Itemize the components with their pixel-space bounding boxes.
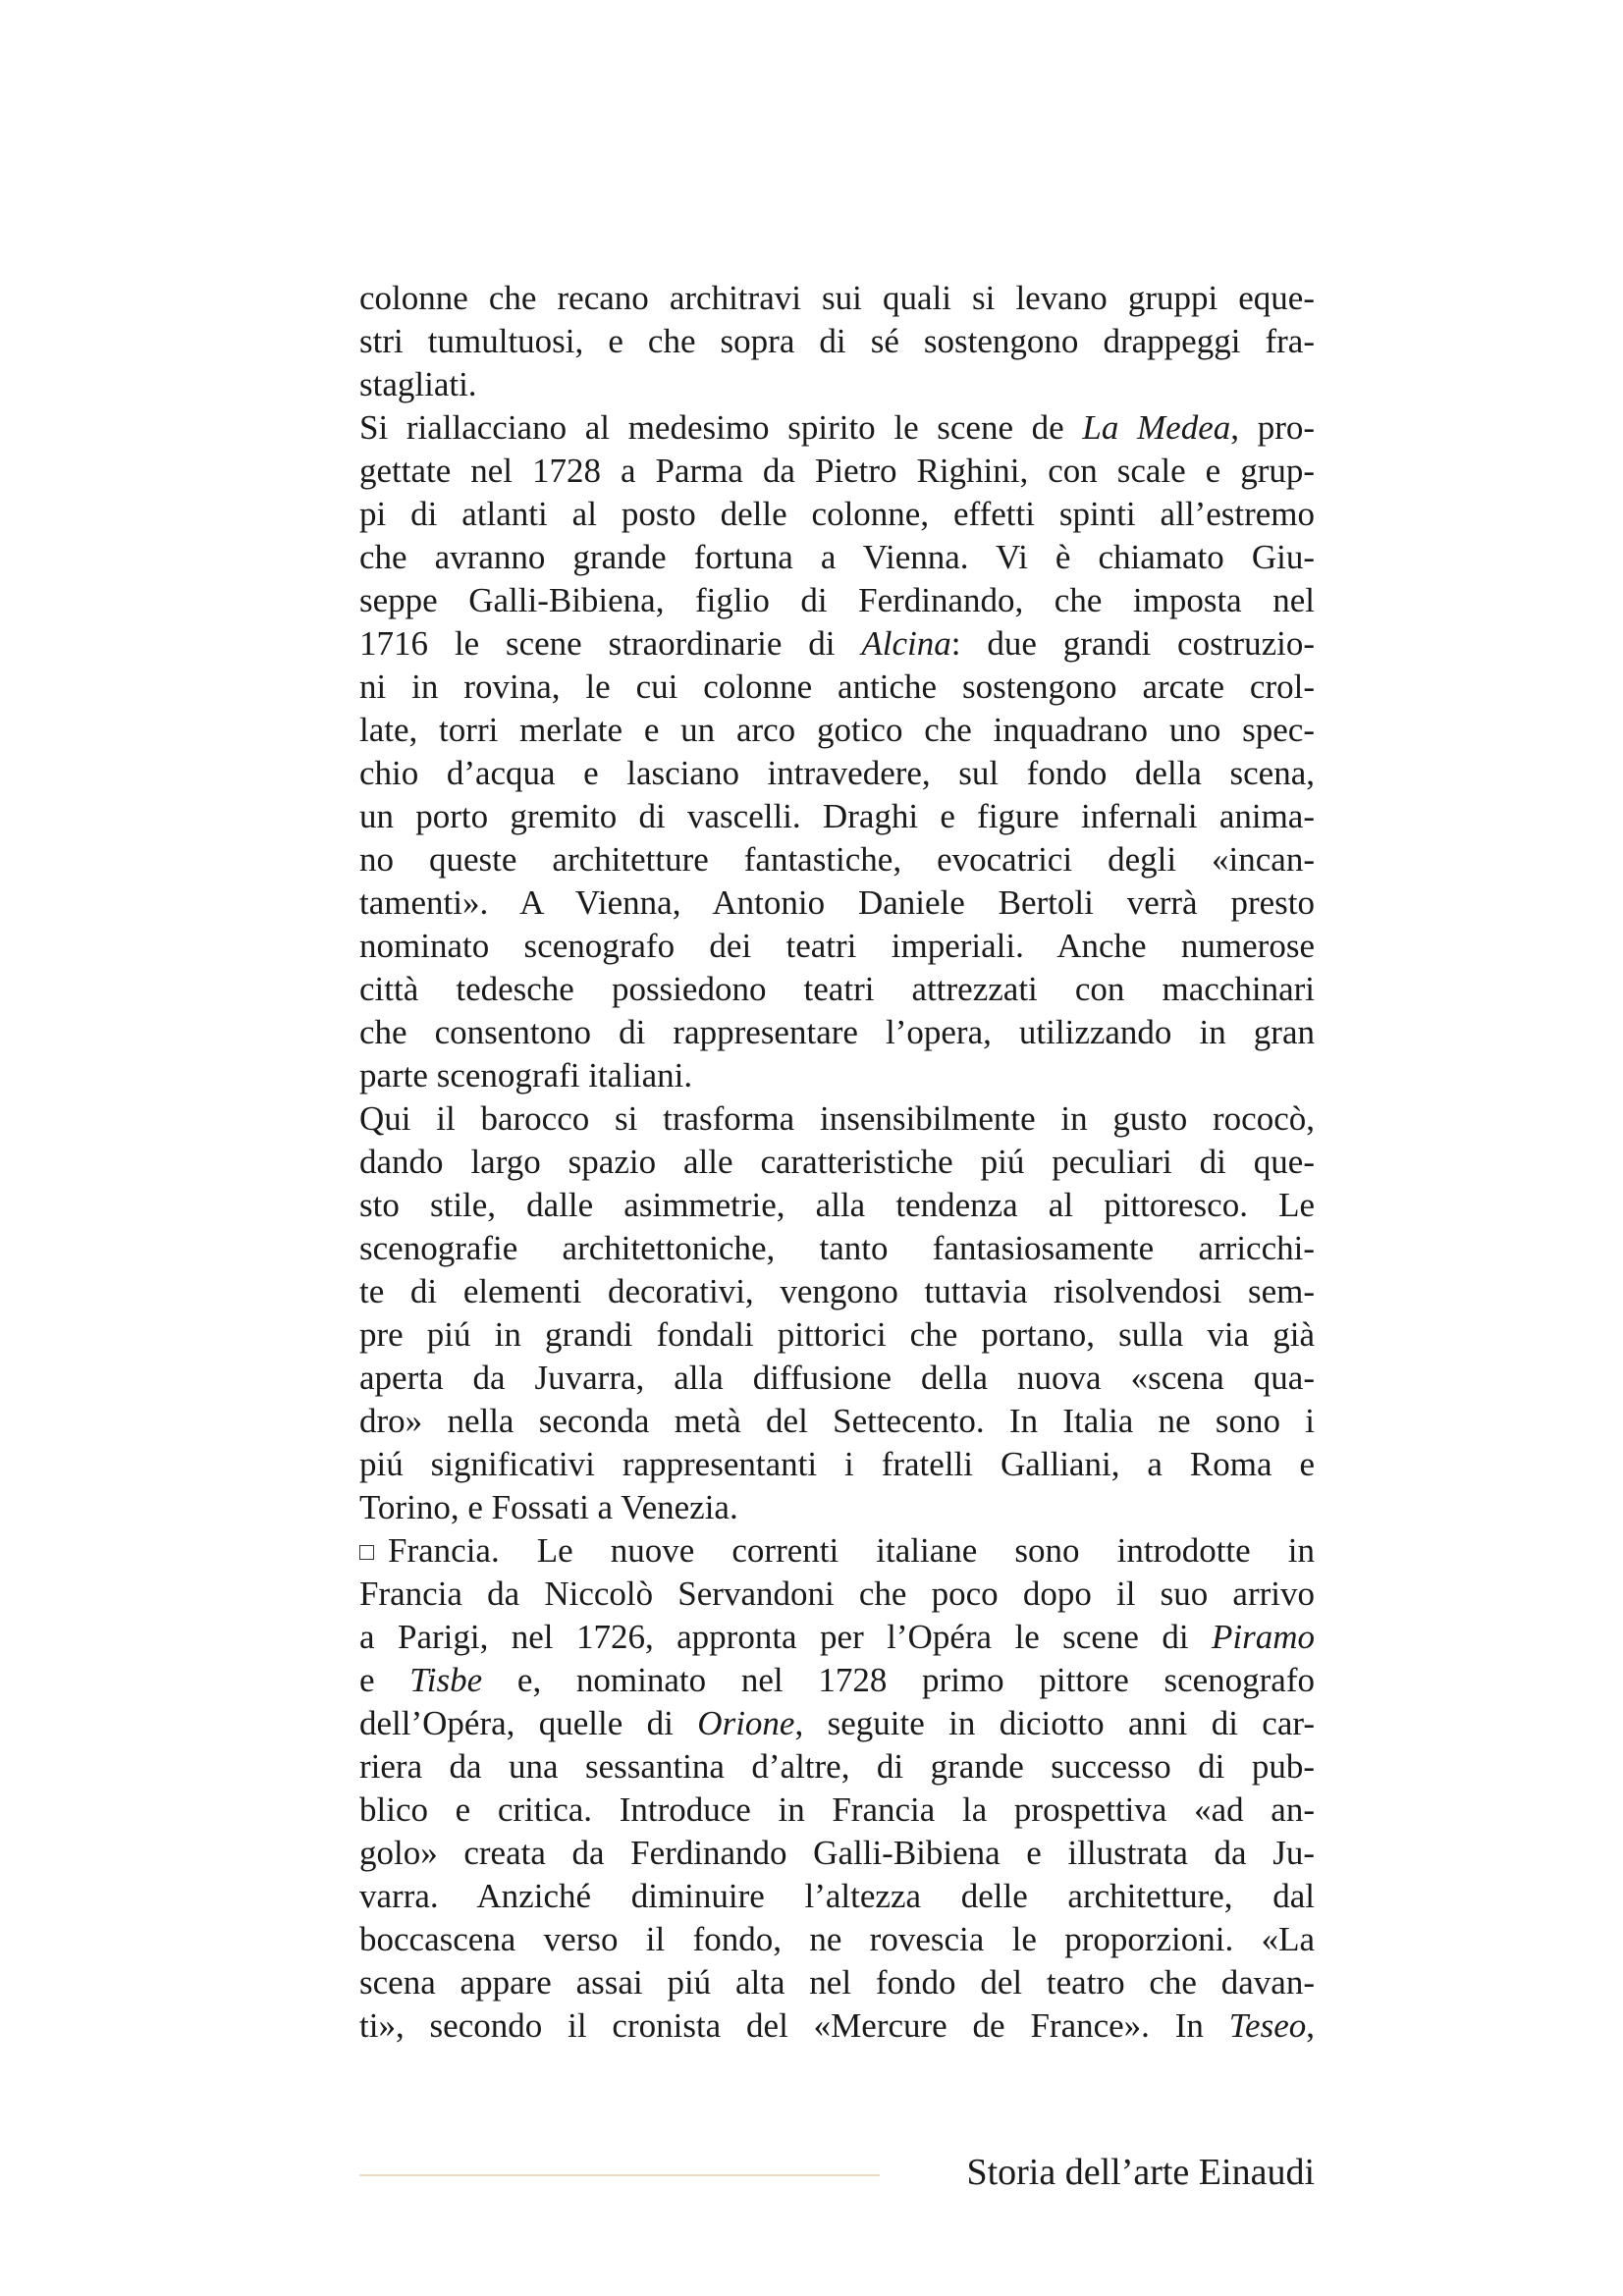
text-line: tamenti». A Vienna, Antonio Daniele Bertoli verrà presto [359,883,1315,922]
text-line: golo» creata da Ferdinando Galli-Bibiena e illustrata da Ju- [359,1834,1315,1872]
footer-rule [359,2174,880,2176]
text-line: dell’Opéra, quelle di Orione, seguite in diciotto anni di car- [359,1704,1315,1742]
text-line: che avranno grande fortuna a Vienna. Vi è chiamato Giu- [359,538,1315,576]
text-line: Torino, e Fossati a Venezia. [359,1488,738,1526]
text-line: dando largo spazio alle caratteristiche piú peculiari di que- [359,1143,1315,1181]
text-line: te di elementi decorativi, vengono tuttavia risolvendosi sem- [359,1272,1315,1310]
text-line: boccascena verso il fondo, ne rovescia le proporzioni. «La [359,1920,1315,1958]
text-line: Francia da Niccolò Servandoni che poco dopo il suo arrivo [359,1575,1315,1613]
text-line: pre piú in grandi fondali pittorici che portano, sulla via già [359,1315,1315,1354]
text-line: blico e critica. Introduce in Francia la prospettiva «ad an- [359,1790,1315,1829]
text-line: nominato scenografo dei teatri imperiali. Anche numerose [359,927,1315,965]
text-line: città tedesche possiedono teatri attrezzati con macchinari [359,970,1315,1008]
text-line: seppe Galli-Bibiena, figlio di Ferdinando, che imposta nel [359,581,1315,619]
text-line: e Tisbe e, nominato nel 1728 primo pittore scenografo [359,1661,1315,1699]
text-line: ti», secondo il cronista del «Mercure de France». In Teseo, [359,2006,1315,2045]
text-line: varra. Anziché diminuire l’altezza delle architetture, dal [359,1877,1315,1915]
text-line: chio d’acqua e lasciano intravedere, sul fondo della scena, [359,754,1315,792]
text-line: pi di atlanti al posto delle colonne, effetti spinti all’estremo [359,495,1315,533]
text-line: sto stile, dalle asimmetrie, alla tendenza al pittoresco. Le [359,1186,1315,1224]
text-line: late, torri merlate e un arco gotico che inquadrano uno spec- [359,711,1315,749]
text-line: a Parigi, nel 1726, appronta per l’Opéra le scene di Piramo [359,1618,1315,1656]
text-line: 1716 le scene straordinarie di Alcina: due grandi costruzio- [359,624,1315,663]
text-line: scena appare assai piú alta nel fondo del teatro che davan- [359,1963,1315,2002]
text-line: stagliati. [359,365,477,403]
text-line: Si riallacciano al medesimo spirito le scene de La Medea, pro- [359,408,1315,447]
text-line: parte scenografi italiani. [359,1056,693,1095]
text-line: Francia. Le nuove correnti italiane sono introdotte in [359,1529,1315,1573]
text-line: gettate nel 1728 a Parma da Pietro Righini, con scale e grup- [359,452,1315,490]
footer-title: Storia dell’arte Einaudi [966,2152,1315,2193]
text-line: dro» nella seconda metà del Settecento. In Italia ne sono i [359,1402,1315,1440]
body-text [359,277,1315,2048]
text-line: colonne che recano architravi sui quali si levano gruppi eque- [359,279,1315,317]
section-marker-icon [359,1545,374,1560]
text-line: Qui il barocco si trasforma insensibilmente in gusto rococò, [359,1099,1315,1138]
text-line: che consentono di rappresentare l’opera, utilizzando in gran [359,1013,1315,1051]
text-line: piú significativi rappresentanti i fratelli Galliani, a Roma e [359,1445,1315,1483]
text-line: stri tumultuosi, e che sopra di sé sostengono drappeggi fra- [359,322,1315,360]
page-footer [359,2148,1315,2197]
text-line: ni in rovina, le cui colonne antiche sostengono arcate crol- [359,667,1315,706]
text-line: un porto gremito di vascelli. Draghi e figure infernali anima- [359,797,1315,835]
text-line: scenografie architettoniche, tanto fantasiosamente arricchi- [359,1229,1315,1267]
text-line: aperta da Juvarra, alla diffusione della nuova «scena qua- [359,1359,1315,1397]
text-line: no queste architetture fantastiche, evocatrici degli «incan- [359,840,1315,879]
text-line: riera da una sessantina d’altre, di grande successo di pub- [359,1747,1315,1786]
